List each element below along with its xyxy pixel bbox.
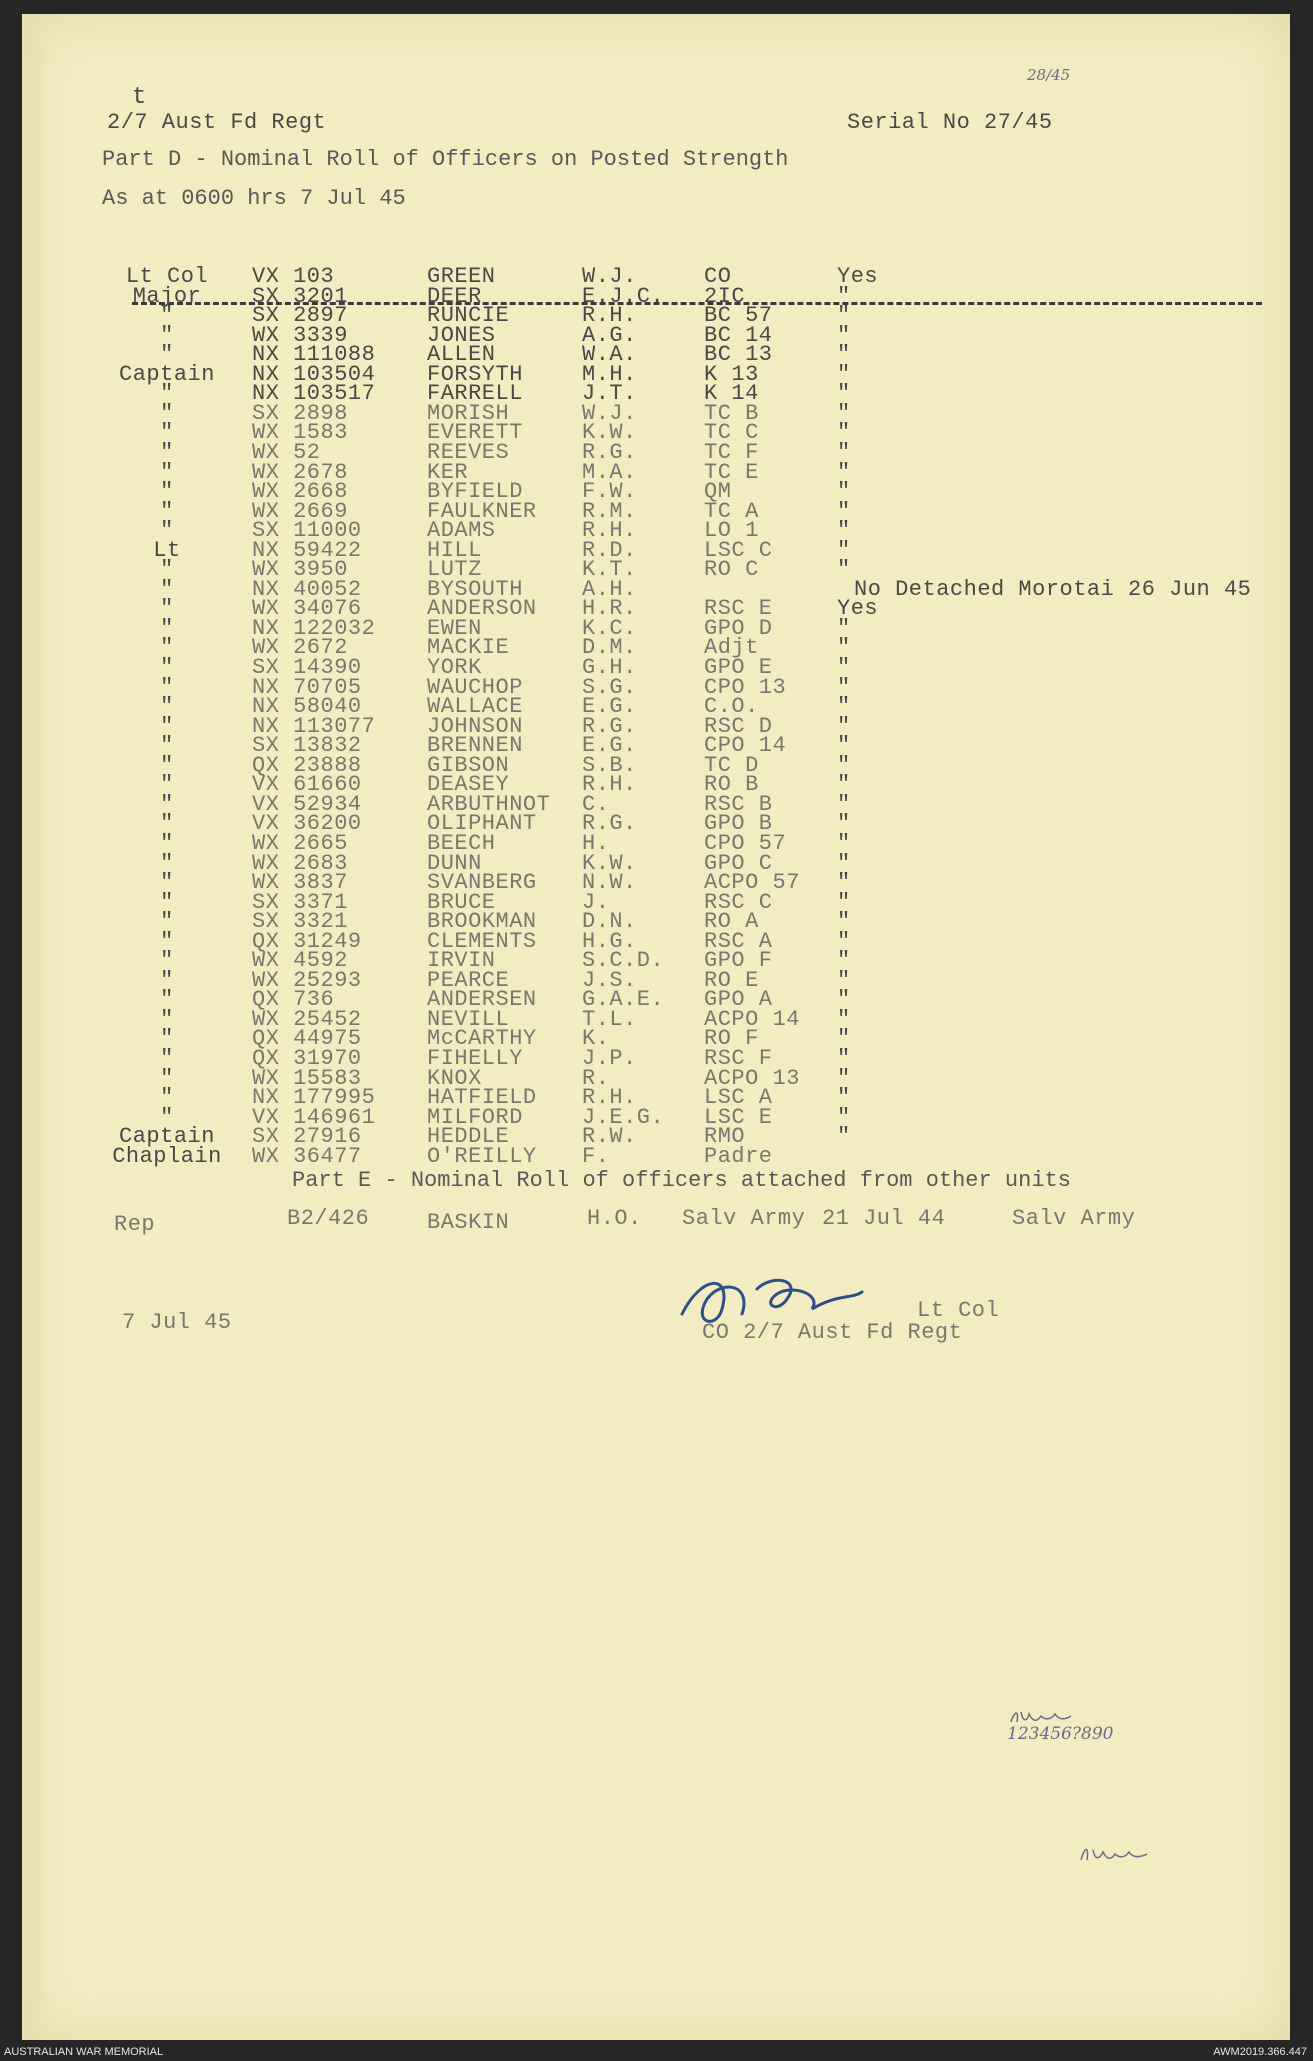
roll-service-number: WX 25452 — [252, 1006, 362, 1032]
roll-service-number: VX 61660 — [252, 772, 362, 798]
roll-appointment: RSC D — [704, 713, 773, 739]
roll-remark: " — [837, 615, 851, 641]
roll-initials: R.H. — [582, 1085, 637, 1111]
roll-rank: " — [160, 439, 174, 465]
roll-rank: " — [160, 889, 174, 915]
footer-accession: AWM2019.366.447 — [1213, 2046, 1307, 2058]
roll-service-number: SX 13832 — [252, 733, 362, 759]
pencil-initials-lower — [1077, 1842, 1157, 1866]
part-e-name: BASKIN — [427, 1210, 510, 1235]
roll-remark: " — [837, 655, 851, 680]
signature-date: 7 Jul 45 — [122, 1310, 232, 1335]
roll-rank: Captain — [119, 1124, 215, 1150]
roll-surname: HATFIELD — [427, 1085, 537, 1111]
roll-surname: DUNN — [427, 850, 482, 876]
roll-surname: JOHNSON — [427, 713, 523, 739]
roll-remark: " — [837, 987, 851, 1013]
roll-initials: E.G. — [582, 733, 637, 759]
roll-rank: " — [160, 987, 174, 1013]
roll-surname: OLIPHANT — [427, 811, 537, 837]
roll-appointment: RO F — [704, 1026, 759, 1052]
roll-rank: Captain — [119, 361, 215, 387]
roll-surname: ADAMS — [427, 518, 496, 544]
roll-service-number: NX 113077 — [252, 713, 376, 739]
roll-remark: " — [837, 928, 851, 954]
roll-rank: " — [160, 733, 174, 759]
roll-remark: " — [837, 811, 851, 837]
roll-initials: W.J. — [582, 264, 637, 289]
roll-service-number: QX 44975 — [252, 1026, 362, 1052]
roll-initials: K.T. — [582, 557, 637, 583]
roll-surname: CLEMENTS — [427, 928, 537, 954]
roll-service-number: NX 59422 — [252, 537, 362, 563]
roll-surname: JONES — [427, 322, 496, 348]
roll-initials: R.H. — [582, 772, 637, 798]
roll-remark: " — [837, 772, 851, 798]
roll-surname: O'REILLY — [427, 1143, 537, 1169]
roll-initials: R.G. — [582, 439, 637, 465]
roll-surname: ALLEN — [427, 342, 496, 368]
roll-surname: FIHELLY — [427, 1046, 523, 1071]
roll-rank: " — [160, 791, 174, 817]
roll-appointment: LO 1 — [704, 518, 759, 544]
roll-service-number: NX 111088 — [252, 342, 376, 368]
roll-service-number: WX 2672 — [252, 635, 348, 661]
roll-rank: " — [160, 1046, 174, 1071]
roll-remark: " — [837, 909, 851, 935]
roll-initials: J.P. — [582, 1046, 637, 1071]
roll-rank: " — [160, 772, 174, 798]
roll-appointment: RSC A — [704, 928, 773, 954]
roll-appointment: BC 13 — [704, 342, 773, 368]
roll-remark: " — [837, 1104, 851, 1130]
roll-initials: K.C. — [582, 615, 637, 641]
roll-service-number: VX 146961 — [252, 1104, 376, 1130]
roll-initials: W.A. — [582, 342, 637, 368]
roll-surname: BYFIELD — [427, 479, 523, 505]
roll-remark: Yes — [837, 264, 879, 289]
roll-rank: " — [160, 342, 174, 368]
roll-rank: " — [160, 303, 174, 329]
roll-service-number: SX 14390 — [252, 655, 362, 680]
roll-initials: M.H. — [582, 361, 637, 387]
roll-appointment: TC C — [704, 420, 759, 446]
roll-initials: J.E.G. — [582, 1104, 665, 1130]
roll-rank: " — [160, 459, 174, 485]
roll-appointment: BC 14 — [704, 322, 773, 348]
roll-remark: " — [837, 361, 851, 387]
roll-surname: McCARTHY — [427, 1026, 537, 1052]
roll-service-number: WX 1583 — [252, 420, 348, 446]
roll-service-number: WX 2669 — [252, 498, 348, 524]
roll-initials: S.G. — [582, 674, 637, 700]
roll-initials: D.N. — [582, 909, 637, 935]
roll-appointment: QM — [704, 479, 732, 505]
roll-remark: " — [837, 1046, 851, 1071]
roll-appointment: ACPO 57 — [704, 870, 800, 896]
roll-service-number: WX 2668 — [252, 479, 348, 505]
roll-initials: C. — [582, 791, 610, 817]
roll-surname: NEVILL — [427, 1006, 510, 1032]
roll-service-number: WX 3837 — [252, 870, 348, 896]
roll-surname: REEVES — [427, 439, 510, 465]
roll-rank: " — [160, 615, 174, 641]
document-page — [22, 14, 1290, 2040]
roll-initials: F.W. — [582, 479, 637, 505]
roll-initials: J. — [582, 889, 610, 915]
roll-appointment: CPO 14 — [704, 733, 787, 759]
roll-service-number: QX 23888 — [252, 752, 362, 778]
roll-surname: EWEN — [427, 615, 482, 641]
roll-initials: K.W. — [582, 850, 637, 876]
roll-rank: " — [160, 1026, 174, 1052]
roll-rank: " — [160, 674, 174, 700]
roll-service-number: VX 52934 — [252, 791, 362, 817]
roll-remark: " — [837, 557, 851, 583]
roll-service-number: WX 15583 — [252, 1065, 362, 1091]
roll-rank: " — [160, 752, 174, 778]
roll-initials: K.W. — [582, 420, 637, 446]
roll-service-number: WX 3339 — [252, 322, 348, 348]
roll-surname: IRVIN — [427, 948, 496, 974]
roll-appointment: LSC A — [704, 1085, 773, 1111]
serial-number: Serial No 27/45 — [847, 110, 1053, 135]
roll-rank: " — [160, 576, 174, 602]
roll-appointment: GPO B — [704, 811, 773, 837]
signature-rank: Lt Col — [917, 1298, 1000, 1323]
roll-remark: " — [837, 1124, 851, 1150]
roll-initials: A.H. — [582, 576, 637, 602]
roll-rank: " — [160, 1085, 174, 1111]
roll-rank: " — [160, 635, 174, 661]
roll-service-number: WX 2665 — [252, 830, 348, 856]
roll-remark: " — [837, 830, 851, 856]
roll-rank: " — [160, 694, 174, 720]
roll-surname: ARBUTHNOT — [427, 791, 551, 817]
roll-surname: BRUCE — [427, 889, 496, 915]
roll-remark: " — [837, 537, 851, 563]
roll-rank: " — [160, 322, 174, 348]
roll-remark: " — [837, 303, 851, 329]
roll-remark: " — [837, 342, 851, 368]
roll-surname: SVANBERG — [427, 870, 537, 896]
roll-initials: S.B. — [582, 752, 637, 778]
roll-surname: BROOKMAN — [427, 909, 537, 935]
roll-rank: " — [160, 850, 174, 876]
roll-surname: PEARCE — [427, 967, 510, 993]
roll-remark: " — [837, 694, 851, 720]
roll-rank: " — [160, 381, 174, 407]
roll-service-number: NX 103504 — [252, 361, 376, 387]
roll-surname: WALLACE — [427, 694, 523, 720]
roll-rank: " — [160, 909, 174, 935]
roll-appointment: GPO F — [704, 948, 773, 974]
roll-remark: " — [837, 967, 851, 993]
roll-initials: E.G. — [582, 694, 637, 720]
part-e-rank: Rep — [114, 1212, 156, 1237]
roll-remark: " — [837, 733, 851, 759]
roll-service-number: NX 177995 — [252, 1085, 376, 1111]
roll-service-number: SX 11000 — [252, 518, 362, 544]
footer-credit: AUSTRALIAN WAR MEMORIAL — [4, 2046, 164, 2058]
roll-appointment: GPO C — [704, 850, 773, 876]
roll-service-number: QX 736 — [252, 987, 335, 1013]
roll-initials: R.H. — [582, 303, 637, 329]
roll-surname: DEASEY — [427, 772, 510, 798]
roll-rank: " — [160, 479, 174, 505]
roll-surname: GREEN — [427, 264, 496, 289]
roll-surname: YORK — [427, 655, 482, 680]
roll-surname: WAUCHOP — [427, 674, 523, 700]
roll-surname: EVERETT — [427, 420, 523, 446]
roll-rank: " — [160, 655, 174, 680]
roll-remark: " — [837, 948, 851, 974]
roll-appointment: TC D — [704, 752, 759, 778]
signature-title: CO 2/7 Aust Fd Regt — [702, 1320, 963, 1345]
roll-initials: R.G. — [582, 811, 637, 837]
roll-appointment: Padre — [704, 1143, 773, 1169]
roll-appointment: RSC F — [704, 1046, 773, 1071]
roll-initials: M.A. — [582, 459, 637, 485]
roll-appointment: ACPO 13 — [704, 1065, 800, 1091]
roll-appointment: CPO 57 — [704, 830, 787, 856]
roll-surname: ANDERSEN — [427, 987, 537, 1013]
roll-service-number: WX 2683 — [252, 850, 348, 876]
roll-appointment: TC B — [704, 400, 759, 426]
part-e-remark: Salv Army — [1012, 1206, 1136, 1231]
roll-rank: " — [160, 713, 174, 739]
roll-remark: " — [837, 1006, 851, 1032]
roll-surname: BEECH — [427, 830, 496, 856]
footer-bar — [0, 2046, 1313, 2061]
pencil-reference: 28/45 — [1027, 66, 1071, 84]
roll-service-number: NX 103517 — [252, 381, 376, 407]
roll-appointment: 2IC — [704, 283, 746, 309]
roll-initials: T.L. — [582, 1006, 637, 1032]
roll-surname: MORISH — [427, 400, 510, 426]
roll-rank: " — [160, 870, 174, 896]
roll-service-number: NX 70705 — [252, 674, 362, 700]
part-e-date: 21 Jul 44 — [822, 1206, 946, 1231]
roll-remark: " — [837, 1026, 851, 1052]
roll-surname: HILL — [427, 537, 482, 563]
unit-heading: 2/7 Aust Fd Regt — [107, 110, 327, 135]
roll-remark: " — [837, 713, 851, 739]
roll-remark: " — [837, 889, 851, 915]
roll-appointment: CO — [704, 264, 732, 289]
roll-rank: " — [160, 967, 174, 993]
roll-appointment: RSC C — [704, 889, 773, 915]
roll-rank: " — [160, 1006, 174, 1032]
roll-rank: " — [160, 1065, 174, 1091]
roll-service-number: QX 31249 — [252, 928, 362, 954]
roll-service-number: WX 3950 — [252, 557, 348, 583]
roll-appointment: GPO E — [704, 655, 773, 680]
roll-service-number: WX 2678 — [252, 459, 348, 485]
roll-appointment: RO E — [704, 967, 759, 993]
roll-appointment: CPO 13 — [704, 674, 787, 700]
roll-appointment: K 13 — [704, 361, 759, 387]
roll-remark: " — [837, 791, 851, 817]
roll-remark: " — [837, 674, 851, 700]
roll-appointment: RSC E — [704, 596, 773, 622]
roll-initials: R.D. — [582, 537, 637, 563]
roll-initials: H.G. — [582, 928, 637, 954]
roll-initials: J.S. — [582, 967, 637, 993]
roll-initials: R.W. — [582, 1124, 637, 1150]
roll-appointment: TC E — [704, 459, 759, 485]
roll-surname: BRENNEN — [427, 733, 523, 759]
roll-row — [22, 1144, 1290, 1170]
roll-remark: " — [837, 1085, 851, 1111]
roll-service-number: NX 40052 — [252, 576, 362, 602]
roll-service-number: WX 36477 — [252, 1143, 362, 1169]
roll-initials: G.A.E. — [582, 987, 665, 1013]
roll-remark: " — [837, 459, 851, 485]
roll-appointment: TC A — [704, 498, 759, 524]
date-line: As at 0600 hrs 7 Jul 45 — [102, 186, 406, 211]
roll-appointment: RSC B — [704, 791, 773, 817]
roll-appointment: GPO D — [704, 615, 773, 641]
page-mark: t — [132, 84, 147, 111]
roll-rank: Lt Col — [125, 264, 209, 289]
roll-remark: " — [837, 870, 851, 896]
part-e-title: Part E - Nominal Roll of officers attached from other units — [292, 1168, 1071, 1193]
roll-initials: K. — [582, 1026, 610, 1052]
roll-initials: N.W. — [582, 870, 637, 896]
roll-service-number: NX 122032 — [252, 615, 376, 641]
roll-service-number: SX 3371 — [252, 889, 348, 915]
roll-rank: " — [160, 498, 174, 524]
roll-rank: " — [160, 596, 174, 622]
roll-surname: GIBSON — [427, 752, 510, 778]
roll-initials: R. — [582, 1065, 610, 1091]
roll-service-number: SX 27916 — [252, 1124, 362, 1150]
roll-appointment: RO A — [704, 909, 759, 935]
roll-service-number: VX 36200 — [252, 811, 362, 837]
document-title: Part D - Nominal Roll of Officers on Posted Strength — [102, 147, 789, 172]
roll-appointment: ACPO 14 — [704, 1006, 800, 1032]
roll-service-number: SX 2897 — [252, 303, 348, 329]
roll-surname: LUTZ — [427, 557, 482, 583]
roll-rank: Lt — [153, 537, 181, 563]
roll-remark: Yes — [837, 596, 879, 622]
roll-surname: HEDDLE — [427, 1124, 510, 1150]
roll-rank: " — [160, 518, 174, 544]
roll-initials: S.C.D. — [582, 948, 665, 974]
roll-surname: KER — [427, 459, 469, 485]
roll-service-number: SX 3201 — [252, 283, 348, 309]
roll-surname: KNOX — [427, 1065, 482, 1091]
roll-remark: " — [837, 439, 851, 465]
roll-surname: DEER — [427, 283, 482, 309]
roll-rank: " — [160, 400, 174, 426]
roll-initials: W.J. — [582, 400, 637, 426]
roll-surname: FARRELL — [427, 381, 523, 407]
roll-appointment: RO C — [704, 557, 759, 583]
roll-initials: H.R. — [582, 596, 637, 622]
roll-initials: D.M. — [582, 635, 637, 661]
roll-service-number: SX 3321 — [252, 909, 348, 935]
roll-surname: FAULKNER — [427, 498, 537, 524]
roll-appointment: LSC E — [704, 1104, 773, 1130]
roll-remark: " — [837, 1065, 851, 1091]
roll-appointment: Adjt — [704, 635, 759, 661]
roll-surname: FORSYTH — [427, 361, 523, 387]
roll-remark: " — [837, 518, 851, 544]
roll-appointment: LSC C — [704, 537, 773, 563]
roll-rank: Chaplain — [112, 1143, 222, 1169]
roll-remark: " — [837, 283, 851, 309]
part-e-number: B2/426 — [287, 1206, 370, 1231]
roll-service-number: WX 25293 — [252, 967, 362, 993]
roll-remark: " — [837, 752, 851, 778]
roll-surname: MACKIE — [427, 635, 510, 661]
roll-surname: BYSOUTH — [427, 576, 523, 602]
roll-remark: " — [837, 479, 851, 505]
roll-service-number: VX 103 — [252, 264, 335, 289]
roll-remark: " — [837, 498, 851, 524]
roll-remark: " — [837, 635, 851, 661]
roll-appointment: C.O. — [704, 694, 759, 720]
roll-initials: A.G. — [582, 322, 637, 348]
roll-remark: " — [837, 420, 851, 446]
roll-surname: RUNCIE — [427, 303, 510, 329]
roll-initials: R.G. — [582, 713, 637, 739]
roll-initials: R.H. — [582, 518, 637, 544]
roll-initials: H. — [582, 830, 610, 856]
roll-rank: " — [160, 420, 174, 446]
roll-rank: " — [160, 1104, 174, 1130]
part-e-unit: Salv Army — [682, 1206, 806, 1231]
roll-initials: E.J.C. — [582, 283, 665, 309]
roll-surname: MILFORD — [427, 1104, 523, 1130]
pencil-initials-upper — [1007, 1706, 1077, 1728]
roll-appointment: K 14 — [704, 381, 759, 407]
roll-service-number: QX 31970 — [252, 1046, 362, 1071]
roll-remark: No Detached Morotai 26 Jun 45 — [854, 576, 1252, 602]
pencil-numbers: 123456?890 — [1007, 1724, 1114, 1744]
roll-rank: " — [160, 830, 174, 856]
roll-service-number: WX 34076 — [252, 596, 362, 622]
roll-rank: Major — [132, 283, 202, 309]
roll-appointment: RMO — [704, 1124, 746, 1150]
roll-rank: " — [160, 928, 174, 954]
roll-initials: J.T. — [582, 381, 637, 407]
roll-initials: R.M. — [582, 498, 637, 524]
roll-remark: " — [837, 850, 851, 876]
roll-remark: " — [837, 381, 851, 407]
roll-service-number: WX 52 — [252, 439, 321, 465]
roll-remark: " — [837, 400, 851, 426]
roll-surname: ANDERSON — [427, 596, 537, 622]
roll-service-number: WX 4592 — [252, 948, 348, 974]
roll-appointment: TC F — [704, 439, 759, 465]
roll-rank: " — [160, 811, 174, 837]
roll-remark: " — [837, 322, 851, 348]
roll-rank: " — [160, 948, 174, 974]
roll-rank: " — [160, 557, 174, 583]
roll-appointment: BC 57 — [704, 303, 773, 329]
roll-appointment: RO B — [704, 772, 759, 798]
roll-service-number: NX 58040 — [252, 694, 362, 720]
part-e-initials: H.O. — [587, 1206, 642, 1231]
roll-appointment: GPO A — [704, 987, 773, 1013]
roll-initials: G.H. — [582, 655, 637, 680]
roll-service-number: SX 2898 — [252, 400, 348, 426]
roll-initials: F. — [582, 1143, 610, 1169]
